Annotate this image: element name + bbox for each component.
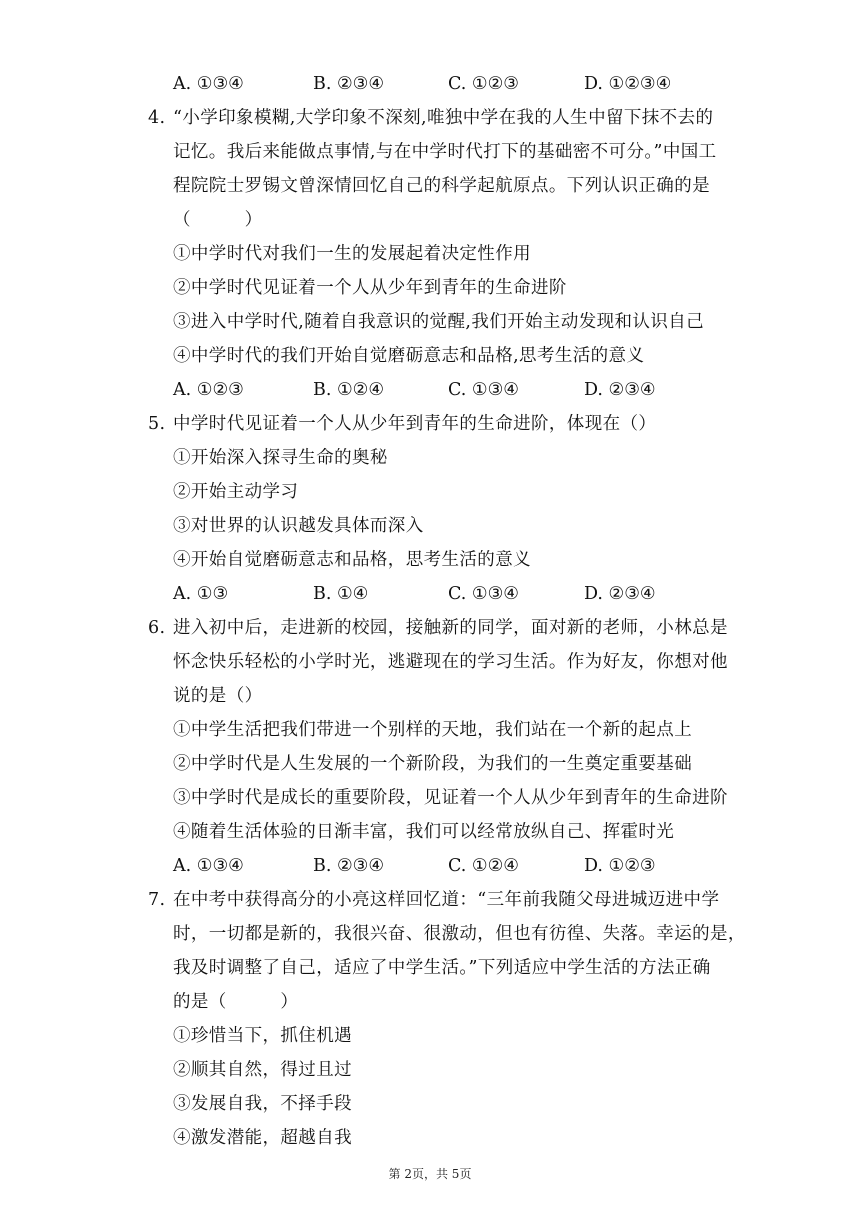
q6-option: ①中学生活把我们带进一个别样的天地，我们站在一个新的起点上	[173, 720, 693, 740]
q5-choice-c: C. ①③④	[448, 584, 519, 604]
q7-stem-line: 在中考中获得高分的小亮这样回忆道：“三年前我随父母进城迈进中学	[173, 890, 720, 910]
q5-choice-d: D. ②③④	[584, 584, 656, 604]
q4-choice-b: B. ①②④	[313, 380, 385, 400]
q5-number: 5.	[148, 414, 166, 434]
q5-option: ②开始主动学习	[173, 482, 299, 502]
q4-stem-line: 记忆。我后来能做点事情,与在中学时代打下的基础密不可分。”中国工	[173, 142, 717, 162]
q7-stem-line: 我及时调整了自己，适应了中学生活。”下列适应中学生活的方法正确	[173, 958, 711, 978]
q6-choice-b: B. ②③④	[313, 856, 385, 876]
q6-number: 6.	[148, 618, 166, 638]
q4-option: ②中学时代见证着一个人从少年到青年的生命进阶	[173, 278, 567, 298]
q6-stem-line: 说的是（）	[173, 686, 263, 706]
q3-choice-c: C. ①②③	[448, 74, 519, 94]
q6-stem-line: 进入初中后，走进新的校园，接触新的同学，面对新的老师，小林总是	[173, 618, 728, 638]
q7-option: ①珍惜当下，抓住机遇	[173, 1026, 352, 1046]
q6-option: ③中学时代是成长的重要阶段，见证着一个人从少年到青年的生命进阶	[173, 788, 728, 808]
q6-option: ②中学时代是人生发展的一个新阶段，为我们的一生奠定重要基础	[173, 754, 693, 774]
q5-choice-a: A. ①③	[173, 584, 229, 604]
q7-stem-line: 时，一切都是新的，我很兴奋、很激动，但也有彷徨、失落。幸运的是，	[173, 924, 746, 944]
q4-stem-line: “小学印象模糊,大学印象不深刻,唯独中学在我的人生中留下抹不去的	[173, 108, 714, 128]
q4-number: 4.	[148, 108, 166, 128]
q6-choice-d: D. ①②③	[584, 856, 656, 876]
q5-choice-b: B. ①④	[313, 584, 369, 604]
q6-option: ④随着生活体验的日渐丰富，我们可以经常放纵自己、挥霍时光	[173, 822, 675, 842]
q3-choice-d: D. ①②③④	[584, 74, 672, 94]
q4-choice-c: C. ①③④	[448, 380, 519, 400]
q3-choice-a: A. ①③④	[173, 74, 244, 94]
q6-stem-line: 怀念快乐轻松的小学时光，逃避现在的学习生活。作为好友，你想对他	[173, 652, 728, 672]
q7-option: ④激发潜能，超越自我	[173, 1128, 352, 1148]
q4-choice-d: D. ②③④	[584, 380, 656, 400]
q4-option: ①中学时代对我们一生的发展起着决定性作用	[173, 244, 531, 264]
q4-answer-blank: （ ）	[173, 210, 263, 230]
q5-option: ①开始深入探寻生命的奥秘	[173, 448, 388, 468]
page-footer: 第 2页，共 5页	[388, 1167, 472, 1181]
q4-option: ④中学时代的我们开始自觉磨砺意志和品格,思考生活的意义	[173, 346, 645, 366]
q5-stem-line: 中学时代见证着一个人从少年到青年的生命进阶，体现在（）	[173, 414, 657, 434]
q3-choice-b: B. ②③④	[313, 74, 385, 94]
q5-option: ③对世界的认识越发具体而深入	[173, 516, 424, 536]
q4-stem-line: 程院院士罗锡文曾深情回忆自己的科学起航原点。下列认识正确的是	[173, 176, 710, 196]
q6-choice-c: C. ①②④	[448, 856, 519, 876]
q7-option: ③发展自我，不择手段	[173, 1094, 352, 1114]
q4-choice-a: A. ①②③	[173, 380, 244, 400]
q4-option: ③进入中学时代,随着自我意识的觉醒,我们开始主动发现和认识自己	[173, 312, 705, 332]
q7-stem-line: 的是（ ）	[173, 992, 299, 1012]
q5-option: ④开始自觉磨砺意志和品格，思考生活的意义	[173, 550, 531, 570]
q7-number: 7.	[148, 890, 166, 910]
q6-choice-a: A. ①③④	[173, 856, 244, 876]
q7-option: ②顺其自然，得过且过	[173, 1060, 352, 1080]
